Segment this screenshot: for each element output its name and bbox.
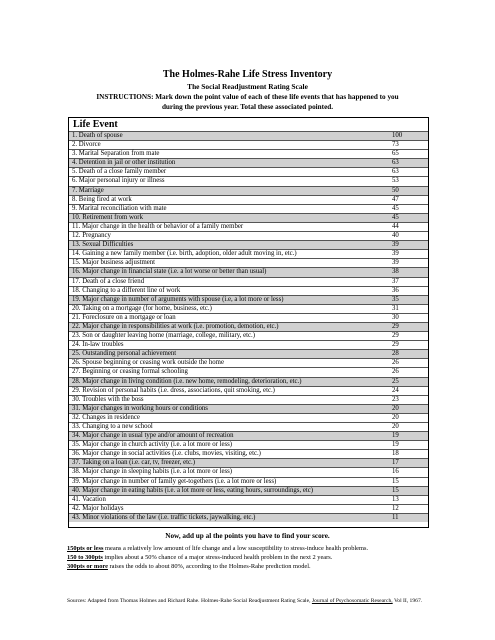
score-line-low xyxy=(67,545,437,553)
sources-after: Vol II, 1967. xyxy=(392,598,423,604)
table-row xyxy=(69,440,428,449)
event-name: 27. Beginning or ceasing formal schooling xyxy=(72,368,188,376)
sources-text: Sources: Adapted from Thomas Holmes and Richard Rahe. Holmes-Rahe Social Readjustment Rating Scale, xyxy=(67,598,312,604)
event-name: 39. Major change in number of family get-togethers (i.e. a lot more or less) xyxy=(72,477,277,485)
table-row xyxy=(69,477,428,486)
table-row xyxy=(69,286,428,295)
table-row xyxy=(69,195,428,204)
event-points: 30 xyxy=(392,313,399,321)
event-name: 23. Son or daughter leaving home (marriage, college, military, etc.) xyxy=(72,332,256,340)
event-points: 16 xyxy=(392,468,399,476)
event-points: 37 xyxy=(392,277,399,285)
event-name: 2. Divorce xyxy=(72,141,101,149)
page-title: The Holmes-Rahe Life Stress Inventory xyxy=(162,69,333,80)
event-name: 34. Major change in usual type and/or amount of recreation xyxy=(72,432,234,440)
event-name: 6. Major personal injury or illness xyxy=(72,177,165,185)
table-row xyxy=(69,204,428,213)
table-row xyxy=(69,167,428,176)
table-row xyxy=(69,467,428,476)
event-points: 28 xyxy=(392,350,399,358)
event-name: 37. Taking on a loan (i.e. car, tv, freezer, etc.) xyxy=(72,459,195,467)
event-points: 36 xyxy=(392,286,399,294)
event-points: 26 xyxy=(392,359,399,367)
table-row xyxy=(69,313,428,322)
event-name: 20. Taking on a mortgage (for home, business, etc.) xyxy=(72,304,212,312)
table-row xyxy=(69,422,428,431)
event-points: 12 xyxy=(392,504,399,512)
score-desc-high: raises the odds to about 80%, according to the Holmes-Rahe prediction model. xyxy=(107,563,311,570)
score-range-mid: 150 to 300pts xyxy=(67,554,103,561)
table-row xyxy=(69,331,428,340)
table-row xyxy=(69,404,428,413)
event-points: 53 xyxy=(392,177,399,185)
table-row xyxy=(69,431,428,440)
event-name: 35. Major change in church activity (i.e. a lot more or less) xyxy=(72,441,233,449)
table-row xyxy=(69,213,428,222)
event-name: 10. Retirement from work xyxy=(72,213,143,221)
event-name: 9. Marital reconciliation with mate xyxy=(72,204,167,212)
event-name: 28. Major change in living condition (i.e. new home, remodeling, deterioration, etc.) xyxy=(72,377,302,385)
table-row xyxy=(69,513,428,522)
event-points: 29 xyxy=(392,341,399,349)
event-points: 40 xyxy=(392,232,399,240)
instructions-line-1: INSTRUCTIONS: Mark down the point value of each of these life events that has happened to you xyxy=(96,93,399,101)
table-row xyxy=(69,277,428,286)
score-desc-low: means a relatively low amount of life change and a low susceptibility to stress-induce health problems. xyxy=(103,545,369,552)
event-name: 18. Changing to a different line of work xyxy=(72,286,181,294)
event-points: 39 xyxy=(392,250,399,258)
event-points: 18 xyxy=(392,450,399,458)
event-name: 7. Marriage xyxy=(72,186,104,194)
event-name: 25. Outstanding personal achievement xyxy=(72,350,177,358)
score-range-high: 300pts or more xyxy=(67,563,108,570)
event-points: 47 xyxy=(392,195,399,203)
score-range-low: 150pts or less xyxy=(67,545,104,552)
event-name: 17. Death of a close friend xyxy=(72,277,145,285)
event-name: 33. Changing to a new school xyxy=(72,423,153,430)
table-row xyxy=(69,140,428,149)
table-row xyxy=(69,495,428,504)
event-points: 29 xyxy=(392,332,399,340)
table-row xyxy=(69,358,428,367)
event-name: 30. Troubles with the boss xyxy=(72,395,144,403)
event-name: 43. Minor violations of the law (i.e. traffic tickets, jaywalking, etc.) xyxy=(72,513,256,521)
event-points: 73 xyxy=(392,141,399,149)
event-name: 21. Foreclosure on a mortgage or loan xyxy=(72,313,176,321)
event-name: 1. Death of spouse xyxy=(72,132,123,139)
event-points: 15 xyxy=(392,477,399,485)
event-points: 63 xyxy=(392,159,399,167)
event-points: 35 xyxy=(392,295,399,303)
table-row xyxy=(69,322,428,331)
event-points: 29 xyxy=(392,322,399,330)
event-points: 31 xyxy=(392,304,399,312)
event-name: 12. Pregnancy xyxy=(72,232,111,240)
event-name: 26. Spouse beginning or ceasing work outside the home xyxy=(72,359,224,367)
event-name: 11. Major change in the health or behavior of a family member xyxy=(72,222,244,230)
event-name: 4. Detention in jail or other institution xyxy=(72,159,176,167)
instructions-line-2: during the previous year. Total these associated pointed. xyxy=(161,102,334,111)
sources-note xyxy=(67,598,437,606)
event-points: 26 xyxy=(392,368,399,376)
table-row xyxy=(69,258,428,267)
table-row xyxy=(69,504,428,513)
event-name: 3. Marital Separation from mate xyxy=(72,150,160,158)
sources-journal: Journal of Psychosomatic Research, xyxy=(311,598,393,604)
event-points: 15 xyxy=(392,486,399,494)
event-name: 32. Changes in residence xyxy=(72,413,140,421)
page-subtitle: The Social Readjustment Rating Scale xyxy=(187,82,308,91)
event-name: 22. Major change in responsibilities at work (i.e. promotion, demotion, etc.) xyxy=(72,322,279,330)
event-name: 31. Major changes in working hours or conditions xyxy=(72,404,208,412)
event-name: 36. Major change in social activities (i.e. clubs, movies, visiting, etc.) xyxy=(72,450,261,458)
table-row xyxy=(69,449,428,458)
instructions xyxy=(55,93,440,112)
event-points: 19 xyxy=(392,441,399,449)
table-row xyxy=(69,458,428,467)
event-points: 20 xyxy=(392,404,399,412)
event-name: 13. Sexual Difficulties xyxy=(72,241,134,249)
event-name: 29. Revision of personal habits (i.e. dress, associations, quit smoking, etc.) xyxy=(72,386,275,394)
event-name: 42. Major holidays xyxy=(72,504,124,512)
event-points: 38 xyxy=(392,268,399,276)
table-row xyxy=(69,340,428,349)
event-points: 45 xyxy=(392,204,399,212)
table-row xyxy=(69,377,428,386)
table-row xyxy=(69,413,428,422)
event-points: 45 xyxy=(392,213,399,221)
event-points: 19 xyxy=(392,432,399,440)
table-row xyxy=(69,267,428,276)
score-desc-mid: implies about a 50% chance of a major stress-induced health problem in the next 2 years. xyxy=(102,554,333,561)
life-event-table xyxy=(68,117,429,528)
table-body xyxy=(69,131,428,522)
score-line-high xyxy=(67,563,437,571)
event-name: 40. Major change in eating habits (i.e. a lot more or less, eating hours, surroundings, etc) xyxy=(72,486,314,494)
event-points: 20 xyxy=(392,423,399,430)
event-points: 63 xyxy=(392,168,399,176)
table-row xyxy=(69,304,428,313)
table-row xyxy=(69,176,428,185)
event-points: 50 xyxy=(392,186,399,194)
table-row xyxy=(69,222,428,231)
score-line-mid xyxy=(67,554,437,562)
table-header: Life Event xyxy=(73,119,118,130)
event-name: 19. Major change in number of arguments with spouse (i.e, a lot more or less) xyxy=(72,295,284,303)
event-name: 41. Vacation xyxy=(72,495,106,503)
table-row xyxy=(69,131,428,140)
table-row xyxy=(69,395,428,404)
event-name: 15. Major business adjustment xyxy=(72,259,156,267)
event-points: 100 xyxy=(392,132,403,139)
event-name: 24. In-law troubles xyxy=(72,341,124,349)
event-points: 24 xyxy=(392,386,399,394)
event-points: 65 xyxy=(392,150,399,158)
event-points: 25 xyxy=(392,377,399,385)
event-name: 16. Major change in financial state (i.e. a lot worse or better than usual) xyxy=(72,268,267,276)
event-points: 23 xyxy=(392,395,399,403)
table-row xyxy=(69,158,428,167)
event-points: 44 xyxy=(392,222,399,230)
table-row xyxy=(69,349,428,358)
table-row xyxy=(69,186,428,195)
table-row xyxy=(69,486,428,495)
event-points: 17 xyxy=(392,459,399,467)
event-points: 11 xyxy=(392,513,399,521)
table-row xyxy=(69,295,428,304)
event-points: 39 xyxy=(392,259,399,267)
table-row xyxy=(69,367,428,376)
event-name: 5. Death of a close family member xyxy=(72,168,167,176)
event-name: 38. Major change in sleeping habits (i.e. a lot more or less) xyxy=(72,468,233,476)
event-points: 39 xyxy=(392,241,399,249)
event-points: 20 xyxy=(392,413,399,421)
table-row xyxy=(69,249,428,258)
table-row xyxy=(69,240,428,249)
table-row xyxy=(69,231,428,240)
score-heading: Now, add up al the points you have to find your score. xyxy=(165,532,330,540)
table-row xyxy=(69,149,428,158)
event-points: 13 xyxy=(392,495,399,503)
event-name: 14. Gaining a new family member (i.e. birth, adoption, older adult moving in, etc.) xyxy=(72,250,297,258)
table-row xyxy=(69,386,428,395)
event-name: 8. Being fired at work xyxy=(72,195,132,203)
